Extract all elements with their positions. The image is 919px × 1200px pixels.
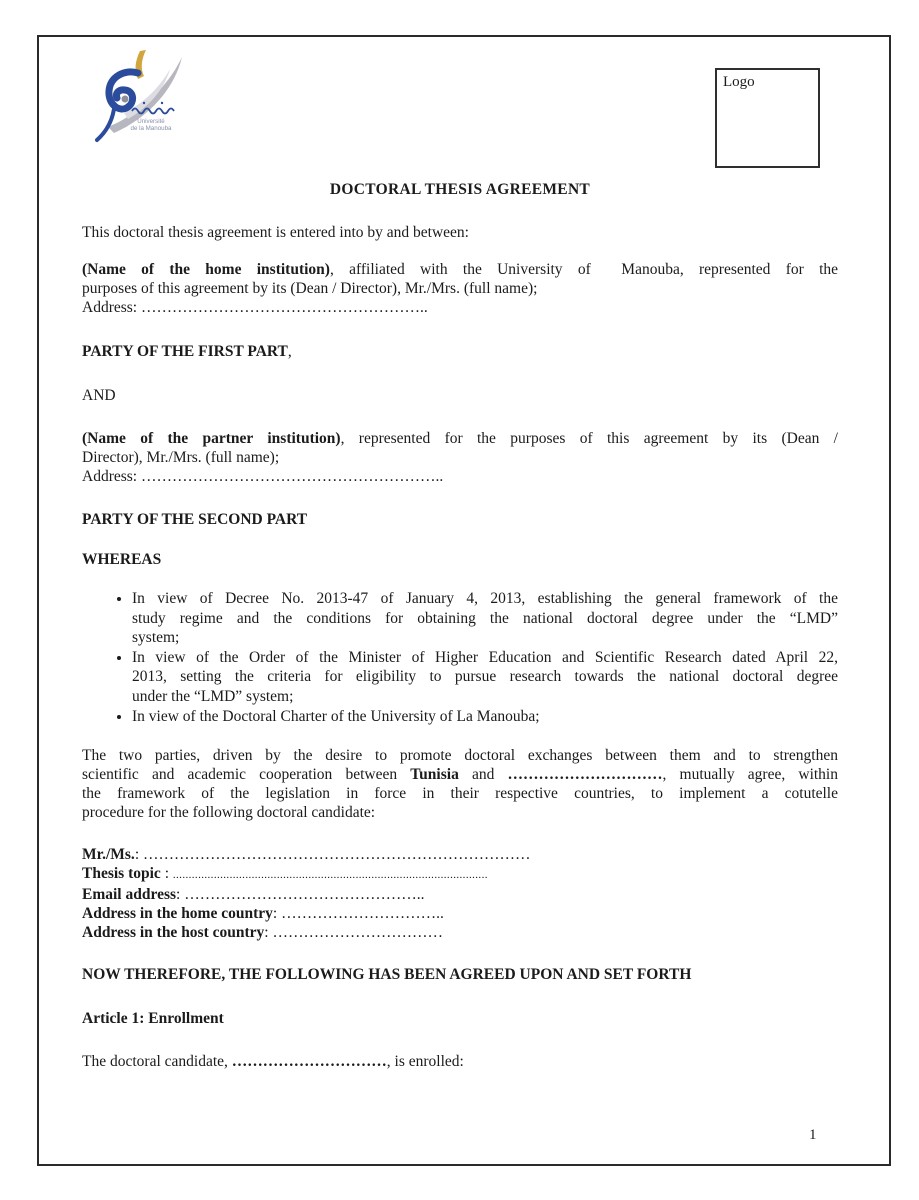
party-first-line2: purposes of this agreement by its (Dean / Director), Mr./Mrs. (full name); (82, 280, 538, 297)
logo-latin-line1: Université (137, 118, 165, 125)
party-second-paragraph (82, 429, 838, 486)
agreement-paragraph (82, 746, 838, 822)
party-first-line1-rest: , affiliated with the University of Manouba, represented for the (329, 261, 838, 278)
party-first-heading-comma: , (287, 343, 292, 360)
field-home-address (82, 904, 838, 923)
field-host-address (82, 923, 838, 942)
field-thesis-topic-blank: .................................................................................................... (172, 869, 488, 882)
field-host-address-separator: : (264, 924, 273, 942)
agreement-line3: the framework of the legislation in force in their respective countries, to implement a cotutelle (82, 785, 838, 803)
field-name-separator: : (134, 846, 143, 864)
whereas-item-1-line2: study regime and the conditions for obtaining the national doctoral degree under the “LMD” (132, 609, 838, 627)
document-body (82, 37, 838, 1071)
whereas-item-3-line1: • In view of the Doctoral Charter of the University of La Manouba; (132, 707, 540, 725)
field-thesis-topic-separator: : (160, 865, 173, 883)
partner-institution-name: (Name of the partner institution) (82, 430, 341, 447)
whereas-item-2-line3: under the “LMD” system; (132, 687, 294, 705)
page-number: 1 (809, 1127, 817, 1143)
agreement-line4: procedure for the following doctoral candidate: (82, 804, 376, 822)
party-first-paragraph (82, 260, 838, 317)
country-name: Tunisia (410, 766, 459, 784)
article1-heading (82, 1009, 838, 1028)
enrollment-line-pre: The doctoral candidate, (82, 1053, 232, 1071)
field-home-address-label: Address in the home country (82, 905, 273, 923)
party-second-heading (82, 510, 838, 529)
logo-box-label: Logo (723, 74, 755, 90)
party-first-line1 (82, 260, 838, 279)
whereas-list (82, 589, 838, 726)
field-email-label: Email address (82, 886, 177, 904)
whereas-item-1 (132, 589, 838, 648)
field-home-address-separator: : (272, 905, 282, 923)
candidate-fields (82, 845, 838, 942)
agreement-line2-pre: scientific and academic cooperation between (82, 766, 411, 784)
agreement-line1: The two parties, driven by the desire to promote doctoral exchanges between them and to strengthen (82, 747, 838, 765)
party-first-heading (82, 342, 838, 361)
party-second-line1 (82, 429, 838, 448)
article1-heading-text: Article 1: Enrollment (82, 1010, 224, 1028)
field-email-blank: ……………………………………….. (184, 886, 425, 904)
whereas-item-1-line3: system; (132, 629, 180, 647)
party-second-line2: Director), Mr./Mrs. (full name); (82, 449, 280, 466)
field-name (82, 845, 838, 864)
field-email (82, 885, 838, 904)
whereas-item-2-line1: • In view of the Order of the Minister of Higher Education and Scientific Research dated April 22, (132, 648, 838, 666)
logo-latin-line2: de la Manouba (130, 125, 172, 132)
home-institution-name: (Name of the home institution) (82, 261, 330, 278)
intro-line: This doctoral thesis agreement is entered into by and between: (82, 224, 469, 241)
party-first-heading-text: PARTY OF THE FIRST PART (82, 343, 288, 360)
candidate-name-blank: ………………………… (231, 1053, 387, 1071)
partner-country-blank: ………………………… (507, 766, 663, 784)
conjunction-and: AND (82, 387, 116, 404)
whereas-item-3 (132, 707, 838, 727)
document-page (37, 35, 891, 1166)
whereas-heading (82, 550, 838, 569)
party-second-heading-text: PARTY OF THE SECOND PART (82, 511, 308, 528)
whereas-item-2 (132, 648, 838, 707)
whereas-item-1-line1: • In view of Decree No. 2013-47 of January 4, 2013, establishing the general framework of the (132, 590, 838, 607)
field-host-address-blank: …………………………… (272, 924, 443, 942)
agreement-line2 (82, 765, 838, 784)
party-second-address-line: Address: ………………………………………………….. (82, 468, 444, 485)
field-host-address-label: Address in the host country (82, 924, 265, 942)
field-email-separator: : (176, 886, 185, 904)
whereas-heading-text: WHEREAS (82, 551, 162, 568)
field-name-label: Mr./Ms. (82, 846, 135, 864)
agreement-line2-post: , mutually agree, within (662, 766, 838, 784)
enrollment-line (82, 1052, 838, 1071)
agreement-line2-mid: and (458, 766, 508, 784)
party-second-line1-rest: , represented for the purposes of this agreement by its (Dean / (340, 430, 838, 447)
field-name-blank: ………………………………………………………………… (143, 846, 531, 864)
now-therefore-heading (82, 965, 838, 984)
document-title: DOCTORAL THESIS AGREEMENT (329, 181, 591, 198)
party-first-address-line: Address: ……………………………………………….. (82, 299, 428, 316)
now-therefore-heading-text: NOW THEREFORE, THE FOLLOWING HAS BEEN AGREED UPON AND SET FORTH (82, 966, 692, 984)
field-thesis-topic-label: Thesis topic (82, 865, 161, 883)
whereas-item-2-line2: 2013, setting the criteria for eligibility to pursue research towards the national doctoral degree (132, 668, 838, 686)
field-home-address-blank: ………………………….. (281, 905, 444, 923)
field-thesis-topic (82, 864, 838, 885)
enrollment-line-post: , is enrolled: (386, 1053, 464, 1071)
